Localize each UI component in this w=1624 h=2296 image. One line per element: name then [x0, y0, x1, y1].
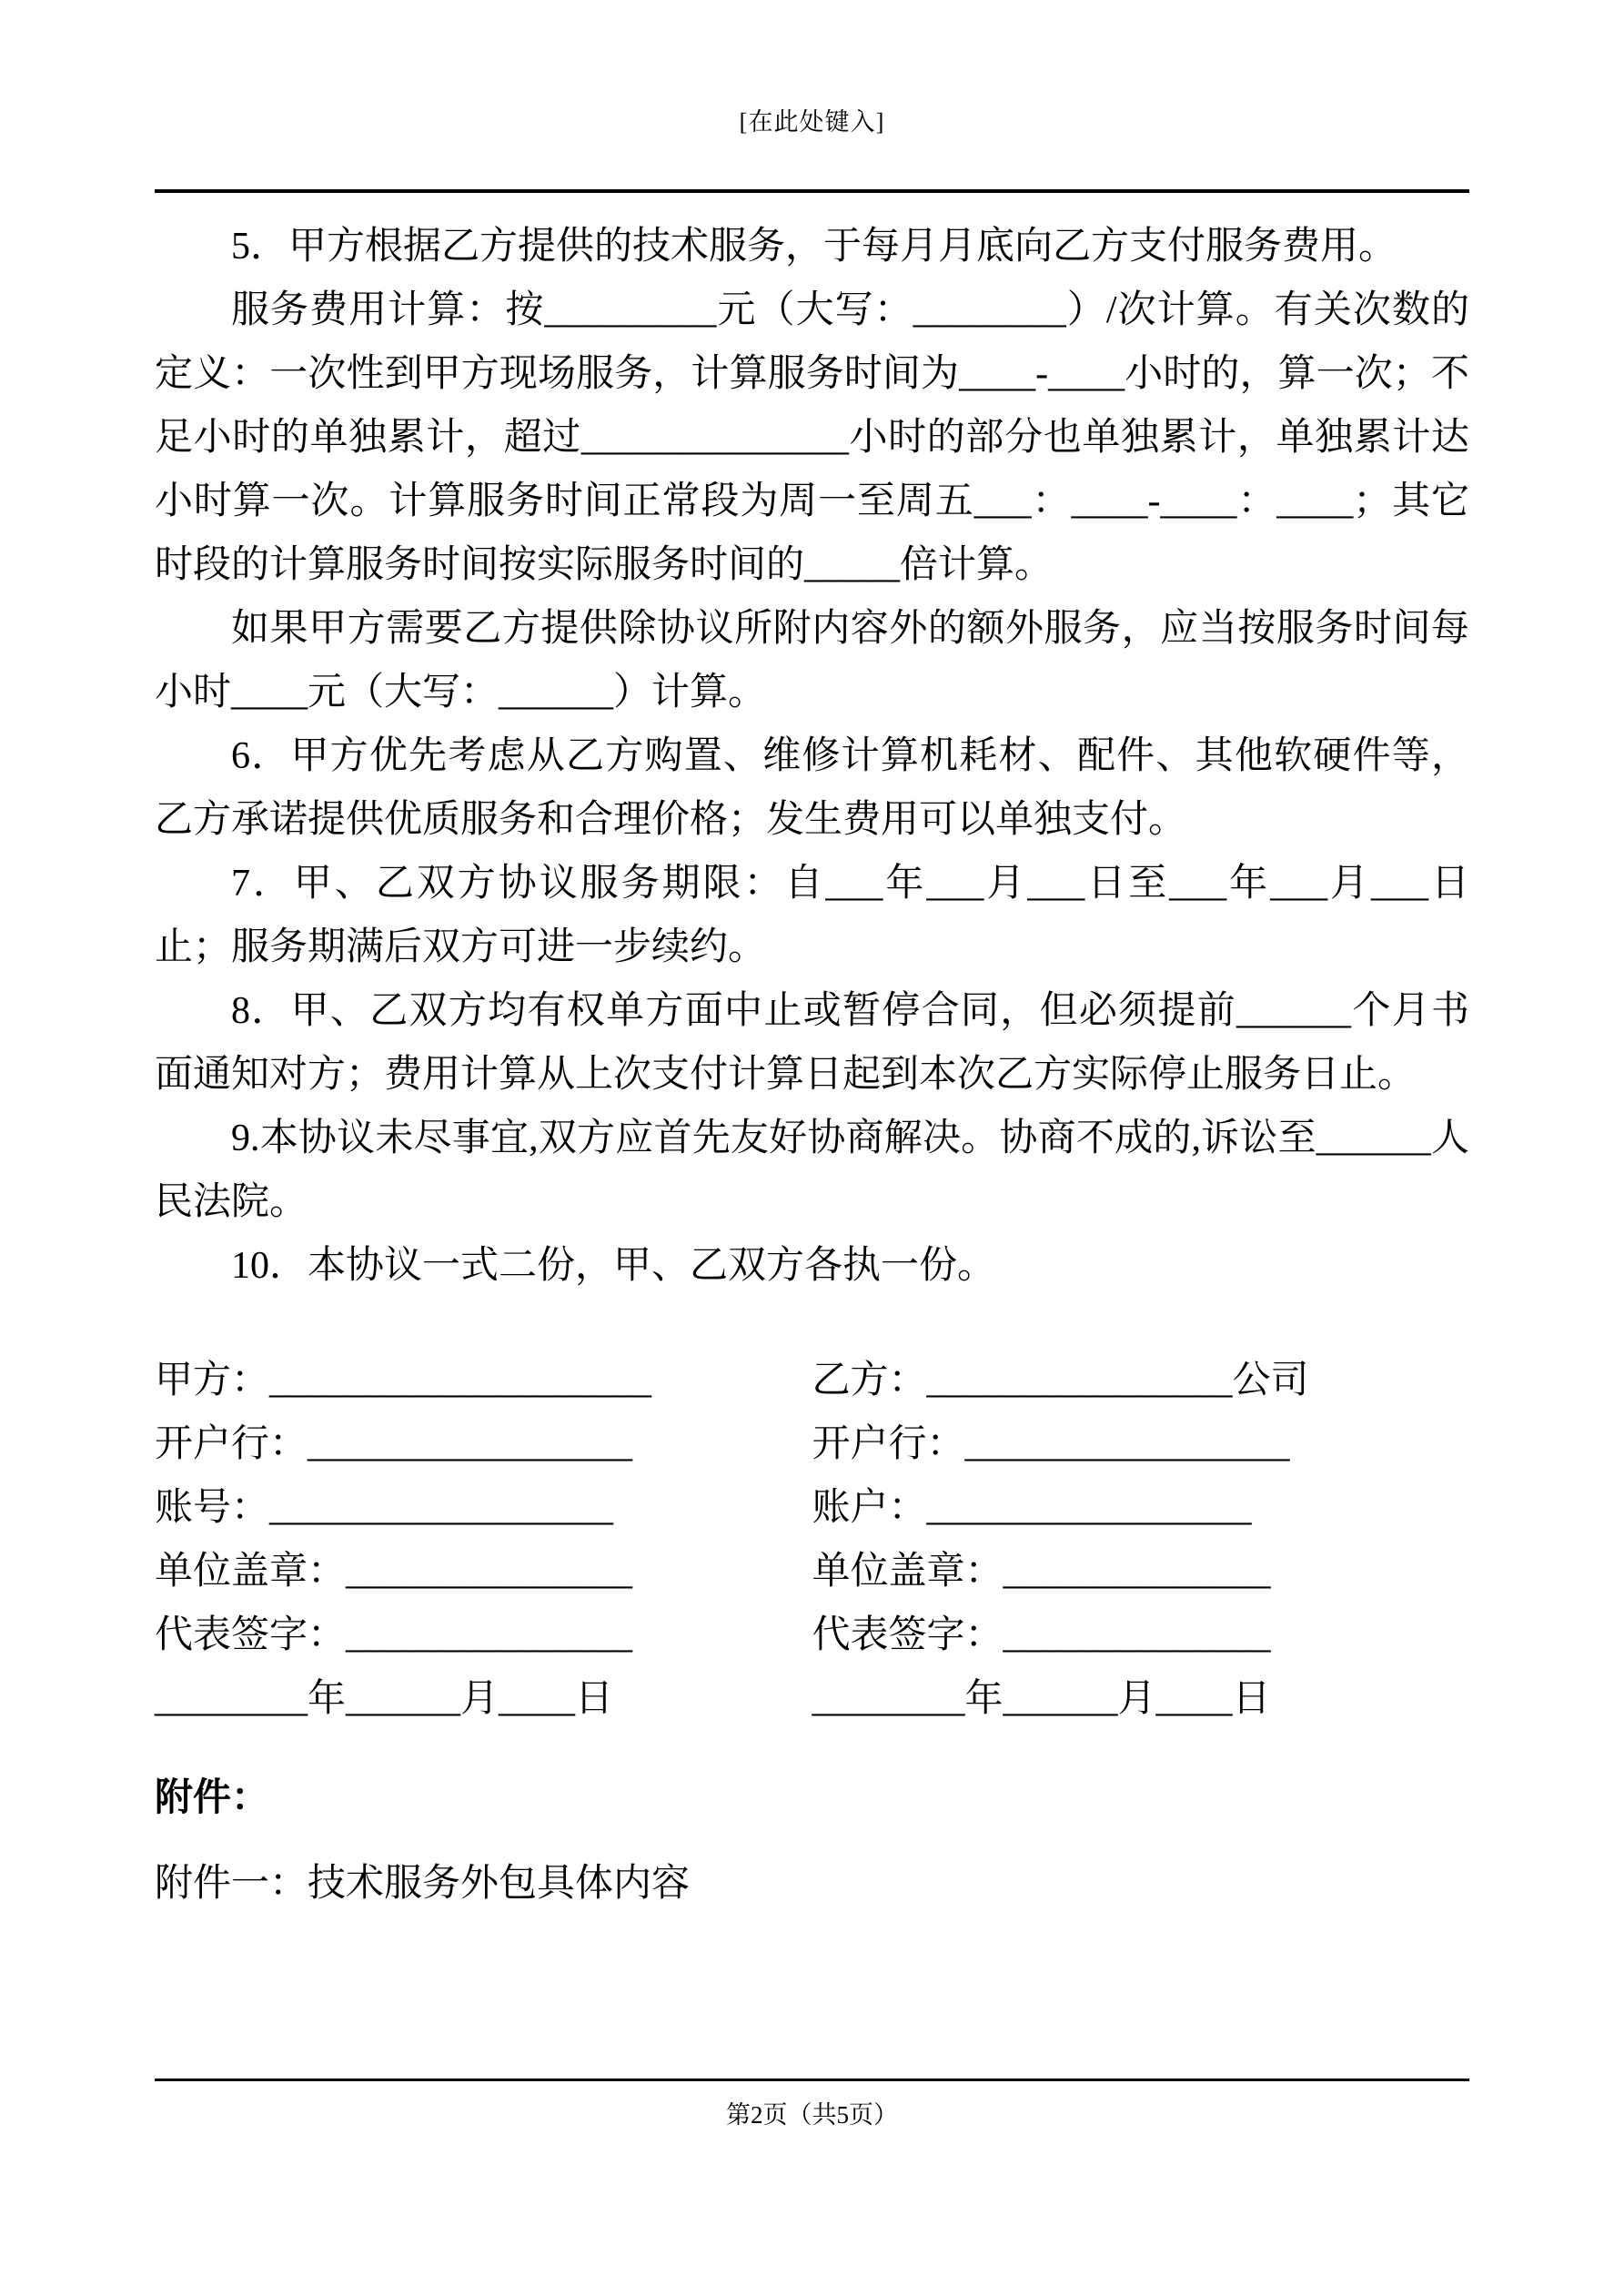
party-b-date-line: ________年______月____日	[812, 1678, 1271, 1720]
page-number: 第2页（共5页）	[726, 2101, 898, 2129]
contract-paragraph-7: 7．甲、乙双方协议服务期限：自___年___月___日至___年___月___日止；服务期满后双方可进一步续约。	[155, 863, 1469, 968]
contract-paragraph-5: 5．甲方根据乙方提供的技术服务，于每月月底向乙方支付服务费用。	[231, 226, 1397, 268]
contract-body	[155, 215, 1469, 1298]
contract-paragraph-extra-service: 如果甲方需要乙方提供除协议所附内容外的额外服务，应当按服务时间每小时____元（大写：______）计算。	[155, 608, 1469, 713]
contract-paragraph-fee-calculation: 服务费用计算：按_________元（大写：________）/次计算。有关次数的定义：一次性到甲方现场服务，计算服务时间为____-____小时的，算一次；不足小时的单独累计，超过______________小时的部分也单独累计，单独累计达小时算一次。计算服务时间正常段为周一至周五___：____-____：____；其它时段的计算服务时间按实际服务时间的_____倍计算。	[155, 289, 1469, 586]
party-a-bank-line: 开户行：_________________	[155, 1423, 633, 1465]
signature-section	[155, 1349, 1469, 1731]
party-a-account-line: 账号：__________________	[155, 1487, 614, 1529]
party-a-date-line: ________年______月____日	[155, 1678, 614, 1720]
contract-paragraph-9: 9.本协议未尽事宜,双方应首先友好协商解决。协商不成的,诉讼至______人民法院。	[155, 1118, 1469, 1223]
attachments-heading: 附件：	[155, 1777, 270, 1819]
header-type-here-placeholder: [在此处键入]	[739, 108, 885, 136]
contract-paragraph-6: 6．甲方优先考虑从乙方购置、维修计算机耗材、配件、其他软硬件等，乙方承诺提供优质服务和合理价格；发生费用可以单独支付。	[155, 735, 1469, 841]
attachment-item-1: 附件一：技术服务外包具体内容	[155, 1863, 691, 1905]
contract-paragraph-10: 10．本协议一式二份，甲、乙双方各执一份。	[231, 1245, 996, 1287]
party-a-name-line: 甲方：____________________	[155, 1360, 652, 1401]
footer-rule	[155, 2079, 1469, 2081]
party-a-seal-line: 单位盖章：_______________	[155, 1551, 633, 1593]
party-b-name-line: 乙方：________________公司	[812, 1360, 1309, 1401]
party-b-seal-line: 单位盖章：______________	[812, 1551, 1271, 1593]
header-rule	[155, 189, 1469, 193]
contract-paragraph-8: 8．甲、乙双方均有权单方面中止或暂停合同，但必须提前______个月书面通知对方；费用计算从上次支付计算日起到本次乙方实际停止服务日止。	[155, 990, 1469, 1096]
party-b-bank-line: 开户行：_________________	[812, 1423, 1290, 1465]
party-a-signature-block	[155, 1349, 812, 1731]
party-a-signature-line: 代表签字：_______________	[155, 1614, 633, 1656]
party-b-signature-line: 代表签字：______________	[812, 1614, 1271, 1656]
party-b-account-line: 账户：_________________	[812, 1487, 1252, 1529]
party-b-signature-block	[812, 1349, 1470, 1731]
